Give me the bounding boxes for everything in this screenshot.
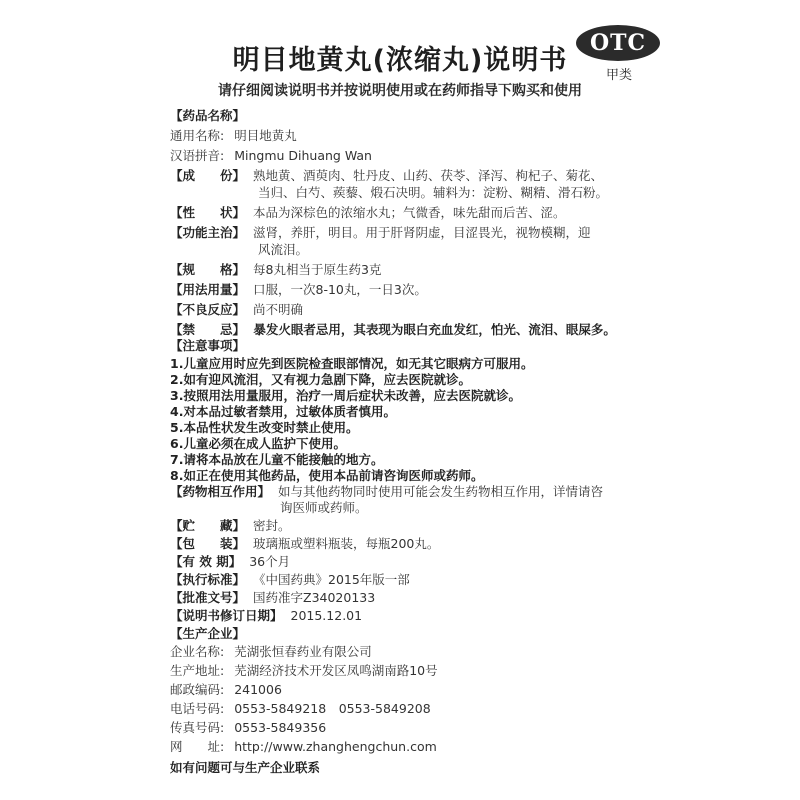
adverse-label: 【不良反应】 [170,302,246,317]
spec-value: 每8丸相当于原生药3克 [253,262,382,277]
notes-heading: 【注意事项】 [170,338,246,353]
fax-row [170,720,780,736]
note-item: 3.按照用法用量服用，治疗一周后症状未改善，应去医院就诊。 [170,388,521,403]
validity-value: 36个月 [249,554,291,569]
standard-row [170,572,780,588]
address-row [170,663,780,679]
document-title: 明目地黄丸(浓缩丸)说明书 [232,45,568,76]
storage-row [170,518,780,534]
validity-row [170,554,780,570]
character-value: 本品为深棕色的浓缩水丸；气微香，味先甜而后苦、涩。 [253,205,566,220]
website-row [170,739,780,755]
postcode-value: 241006 [234,682,282,697]
note-item: 7.请将本品放在儿童不能接触的地方。 [170,452,384,467]
usage-value: 口服，一次8-10丸，一日3次。 [253,282,427,297]
function-row [170,225,780,241]
character-row [170,205,780,221]
spec-label: 【规 格】 [170,262,246,277]
ingredients-row [170,168,780,184]
package-value: 玻璃瓶或塑料瓶装，每瓶200丸。 [253,536,440,551]
spec-row [170,262,780,278]
note-item: 2.如有迎风流泪，又有视力急剧下降，应去医院就诊。 [170,372,471,387]
storage-label: 【贮 藏】 [170,518,246,533]
company-value: 芜湖张恒春药业有限公司 [234,644,372,659]
note-item: 5.本品性状发生改变时禁止使用。 [170,420,359,435]
fax-value: 0553-5849356 [234,720,327,735]
adverse-value: 尚不明确 [253,302,304,317]
note-item: 8.如正在使用其他药品，使用本品前请咨询医师或药师。 [170,468,484,483]
interaction-row [170,484,780,500]
otc-class-label: 甲类 [606,68,633,83]
company-row [170,644,780,660]
function-label: 【功能主治】 [170,225,246,240]
approval-label: 【批准文号】 [170,590,246,605]
document-subtitle: 请仔细阅读说明书并按说明使用或在药师指导下购买和使用 [218,83,582,99]
interaction-line-2: 询医师或药师。 [280,500,368,515]
phone-value: 0553-5849218 0553-5849208 [234,701,431,716]
interaction-label: 【药物相互作用】 [170,484,271,499]
pinyin-label: 汉语拼音: [170,148,225,163]
interaction-line-1: 如与其他药物同时使用可能会发生药物相互作用，详情请咨 [278,484,604,499]
manufacturer-heading: 【生产企业】 [170,626,246,641]
revision-value: 2015.12.01 [290,608,363,623]
phone-label: 电话号码: [170,701,225,716]
revision-label: 【说明书修订日期】 [170,608,283,623]
adverse-row [170,302,780,318]
drug-name-heading: 【药品名称】 [170,108,246,123]
contraindication-value: 暴发火眼者忌用，其表现为眼白充血发红，怕光、流泪、眼屎多。 [253,322,616,337]
generic-name-value: 明目地黄丸 [234,128,297,143]
contraindication-label: 【禁 忌】 [170,322,246,337]
standard-value: 《中国药典》2015年版一部 [253,572,410,587]
ingredients-line-1: 熟地黄、酒萸肉、牡丹皮、山药、茯苓、泽泻、枸杞子、菊花、 [253,168,604,183]
website-value: http://www.zhanghengchun.com [234,739,437,754]
address-value: 芜湖经济技术开发区凤鸣湖南路10号 [234,663,438,678]
company-label: 企业名称: [170,644,225,659]
usage-label: 【用法用量】 [170,282,246,297]
character-label: 【性 状】 [170,205,246,220]
package-row [170,536,780,552]
note-item: 6.儿童必须在成人监护下使用。 [170,436,346,451]
footer-note: 如有问题可与生产企业联系 [170,760,321,775]
otc-logo: OTC [576,25,660,61]
postcode-row [170,682,780,698]
address-label: 生产地址: [170,663,225,678]
fax-label: 传真号码: [170,720,225,735]
standard-label: 【执行标准】 [170,572,246,587]
approval-row [170,590,780,606]
website-label: 网 址: [170,739,225,754]
revision-row [170,608,780,624]
generic-name-row [170,128,780,144]
note-item: 4.对本品过敏者禁用，过敏体质者慎用。 [170,404,396,419]
ingredients-label: 【成 份】 [170,168,246,183]
pinyin-value: Mingmu Dihuang Wan [234,148,372,163]
contraindication-row [170,322,780,338]
storage-value: 密封。 [253,518,291,533]
validity-label: 【有 效 期】 [170,554,242,569]
ingredients-line-2: 当归、白芍、蒺藜、煅石决明。辅料为：淀粉、糊精、滑石粉。 [258,185,609,200]
postcode-label: 邮政编码: [170,682,225,697]
pinyin-row [170,148,780,164]
approval-value: 国药准字Z34020133 [253,590,376,605]
note-item: 1.儿童应用时应先到医院检查眼部情况，如无其它眼病方可服用。 [170,356,534,371]
phone-row [170,701,780,717]
usage-row [170,282,780,298]
function-line-1: 滋肾，养肝，明目。用于肝肾阴虚，目涩畏光，视物模糊，迎 [253,225,591,240]
package-label: 【包 装】 [170,536,246,551]
generic-name-label: 通用名称: [170,128,225,143]
function-line-2: 风流泪。 [258,242,309,257]
